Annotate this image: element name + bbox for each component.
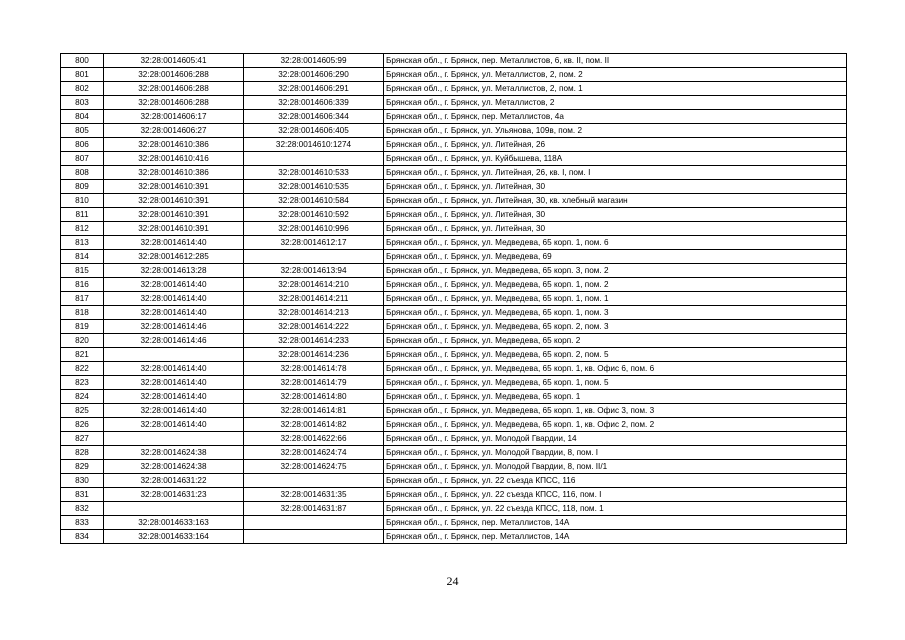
row-number-cell: 833 (61, 516, 104, 530)
land-cadastral-number-cell: 32:28:0014624:38 (104, 446, 244, 460)
table-row (61, 292, 847, 306)
row-number-cell: 821 (61, 348, 104, 362)
address-cell: Брянская обл., г. Брянск, ул. Медведева, 65 корп. 3, пом. 2 (384, 264, 847, 278)
table-row (61, 502, 847, 516)
row-number-cell: 814 (61, 250, 104, 264)
address-cell: Брянская обл., г. Брянск, ул. Металлистов, 2, пом. 1 (384, 82, 847, 96)
row-number-cell: 825 (61, 404, 104, 418)
object-cadastral-number-cell (244, 250, 384, 264)
object-cadastral-number-cell: 32:28:0014606:339 (244, 96, 384, 110)
land-cadastral-number-cell: 32:28:0014614:40 (104, 306, 244, 320)
table-row (61, 180, 847, 194)
row-number-cell: 820 (61, 334, 104, 348)
table-row (61, 166, 847, 180)
land-cadastral-number-cell: 32:28:0014606:17 (104, 110, 244, 124)
table-row (61, 124, 847, 138)
table-row (61, 278, 847, 292)
object-cadastral-number-cell: 32:28:0014614:236 (244, 348, 384, 362)
row-number-cell: 811 (61, 208, 104, 222)
object-cadastral-number-cell: 32:28:0014605:99 (244, 54, 384, 68)
address-cell: Брянская обл., г. Брянск, ул. Молодой Гвардии, 14 (384, 432, 847, 446)
land-cadastral-number-cell: 32:28:0014610:416 (104, 152, 244, 166)
row-number-cell: 801 (61, 68, 104, 82)
address-cell: Брянская обл., г. Брянск, ул. Медведева, 65 корп. 1, пом. 1 (384, 292, 847, 306)
address-cell: Брянская обл., г. Брянск, ул. Медведева, 65 корп. 1, кв. Офис 3, пом. 3 (384, 404, 847, 418)
land-cadastral-number-cell: 32:28:0014610:391 (104, 222, 244, 236)
row-number-cell: 815 (61, 264, 104, 278)
address-cell: Брянская обл., г. Брянск, ул. Медведева, 69 (384, 250, 847, 264)
table-body (61, 54, 847, 544)
object-cadastral-number-cell: 32:28:0014614:213 (244, 306, 384, 320)
row-number-cell: 808 (61, 166, 104, 180)
land-cadastral-number-cell: 32:28:0014614:40 (104, 292, 244, 306)
land-cadastral-number-cell: 32:28:0014605:41 (104, 54, 244, 68)
row-number-cell: 830 (61, 474, 104, 488)
address-cell: Брянская обл., г. Брянск, ул. 22 съезда КПСС, 118, пом. 1 (384, 502, 847, 516)
land-cadastral-number-cell: 32:28:0014614:40 (104, 418, 244, 432)
table-row (61, 320, 847, 334)
object-cadastral-number-cell: 32:28:0014610:1274 (244, 138, 384, 152)
table-row (61, 530, 847, 544)
land-cadastral-number-cell: 32:28:0014631:22 (104, 474, 244, 488)
object-cadastral-number-cell (244, 474, 384, 488)
address-cell: Брянская обл., г. Брянск, ул. 22 съезда КПСС, 116 (384, 474, 847, 488)
address-cell: Брянская обл., г. Брянск, ул. Медведева, 65 корп. 1, кв. Офис 6, пом. 6 (384, 362, 847, 376)
row-number-cell: 826 (61, 418, 104, 432)
land-cadastral-number-cell: 32:28:0014614:40 (104, 362, 244, 376)
object-cadastral-number-cell (244, 152, 384, 166)
land-cadastral-number-cell: 32:28:0014633:164 (104, 530, 244, 544)
row-number-cell: 828 (61, 446, 104, 460)
land-cadastral-number-cell: 32:28:0014612:285 (104, 250, 244, 264)
object-cadastral-number-cell: 32:28:0014614:233 (244, 334, 384, 348)
address-cell: Брянская обл., г. Брянск, ул. Ульянова, 109в, пом. 2 (384, 124, 847, 138)
address-cell: Брянская обл., г. Брянск, ул. Медведева, 65 корп. 1, пом. 6 (384, 236, 847, 250)
address-cell: Брянская обл., г. Брянск, ул. Молодой Гвардии, 8, пом. I (384, 446, 847, 460)
land-cadastral-number-cell: 32:28:0014610:386 (104, 166, 244, 180)
row-number-cell: 805 (61, 124, 104, 138)
land-cadastral-number-cell: 32:28:0014613:28 (104, 264, 244, 278)
table-row (61, 376, 847, 390)
address-cell: Брянская обл., г. Брянск, ул. Литейная, 30 (384, 208, 847, 222)
table-row (61, 334, 847, 348)
land-cadastral-number-cell (104, 432, 244, 446)
row-number-cell: 810 (61, 194, 104, 208)
object-cadastral-number-cell: 32:28:0014606:344 (244, 110, 384, 124)
address-cell: Брянская обл., г. Брянск, ул. Медведева, 65 корп. 1, пом. 2 (384, 278, 847, 292)
address-cell: Брянская обл., г. Брянск, пер. Металлистов, 14А (384, 516, 847, 530)
address-cell: Брянская обл., г. Брянск, ул. Медведева, 65 корп. 2, пом. 5 (384, 348, 847, 362)
land-cadastral-number-cell: 32:28:0014606:27 (104, 124, 244, 138)
table-row (61, 474, 847, 488)
row-number-cell: 823 (61, 376, 104, 390)
row-number-cell: 827 (61, 432, 104, 446)
row-number-cell: 817 (61, 292, 104, 306)
table-row (61, 362, 847, 376)
object-cadastral-number-cell: 32:28:0014624:74 (244, 446, 384, 460)
row-number-cell: 831 (61, 488, 104, 502)
object-cadastral-number-cell: 32:28:0014610:535 (244, 180, 384, 194)
land-cadastral-number-cell: 32:28:0014614:40 (104, 376, 244, 390)
land-cadastral-number-cell: 32:28:0014610:391 (104, 180, 244, 194)
address-cell: Брянская обл., г. Брянск, ул. Медведева, 65 корп. 2 (384, 334, 847, 348)
table-row (61, 418, 847, 432)
table-row (61, 96, 847, 110)
land-cadastral-number-cell: 32:28:0014610:391 (104, 194, 244, 208)
land-cadastral-number-cell: 32:28:0014606:288 (104, 96, 244, 110)
land-cadastral-number-cell: 32:28:0014631:23 (104, 488, 244, 502)
table-row (61, 446, 847, 460)
land-cadastral-number-cell: 32:28:0014624:38 (104, 460, 244, 474)
table-row (61, 208, 847, 222)
row-number-cell: 809 (61, 180, 104, 194)
land-cadastral-number-cell (104, 348, 244, 362)
table-row (61, 236, 847, 250)
land-cadastral-number-cell: 32:28:0014633:163 (104, 516, 244, 530)
land-cadastral-number-cell: 32:28:0014614:40 (104, 390, 244, 404)
object-cadastral-number-cell: 32:28:0014612:17 (244, 236, 384, 250)
table-row (61, 306, 847, 320)
object-cadastral-number-cell: 32:28:0014614:222 (244, 320, 384, 334)
address-cell: Брянская обл., г. Брянск, ул. Литейная, 30, кв. хлебный магазин (384, 194, 847, 208)
object-cadastral-number-cell: 32:28:0014610:533 (244, 166, 384, 180)
row-number-cell: 816 (61, 278, 104, 292)
table-row (61, 432, 847, 446)
address-cell: Брянская обл., г. Брянск, пер. Металлистов, 14А (384, 530, 847, 544)
object-cadastral-number-cell: 32:28:0014613:94 (244, 264, 384, 278)
table-row (61, 264, 847, 278)
object-cadastral-number-cell: 32:28:0014631:35 (244, 488, 384, 502)
address-cell: Брянская обл., г. Брянск, ул. 22 съезда КПСС, 116, пом. I (384, 488, 847, 502)
row-number-cell: 824 (61, 390, 104, 404)
address-cell: Брянская обл., г. Брянск, пер. Металлистов, 6, кв. II, пом. II (384, 54, 847, 68)
object-cadastral-number-cell: 32:28:0014624:75 (244, 460, 384, 474)
address-cell: Брянская обл., г. Брянск, ул. Литейная, 30 (384, 180, 847, 194)
land-cadastral-number-cell: 32:28:0014614:46 (104, 334, 244, 348)
table-row (61, 488, 847, 502)
address-cell: Брянская обл., г. Брянск, ул. Медведева, 65 корп. 1, кв. Офис 2, пом. 2 (384, 418, 847, 432)
address-cell: Брянская обл., г. Брянск, ул. Молодой Гвардии, 8, пом. II/1 (384, 460, 847, 474)
table-row (61, 54, 847, 68)
land-cadastral-number-cell: 32:28:0014610:386 (104, 138, 244, 152)
object-cadastral-number-cell: 32:28:0014610:996 (244, 222, 384, 236)
land-cadastral-number-cell: 32:28:0014606:288 (104, 68, 244, 82)
table-row (61, 390, 847, 404)
land-cadastral-number-cell (104, 502, 244, 516)
row-number-cell: 806 (61, 138, 104, 152)
table-row (61, 460, 847, 474)
row-number-cell: 803 (61, 96, 104, 110)
object-cadastral-number-cell: 32:28:0014614:81 (244, 404, 384, 418)
page-number: 24 (446, 574, 459, 588)
address-cell: Брянская обл., г. Брянск, ул. Металлистов, 2, пом. 2 (384, 68, 847, 82)
address-cell: Брянская обл., г. Брянск, ул. Литейная, 30 (384, 222, 847, 236)
row-number-cell: 804 (61, 110, 104, 124)
table-row (61, 68, 847, 82)
land-cadastral-number-cell: 32:28:0014614:40 (104, 236, 244, 250)
row-number-cell: 807 (61, 152, 104, 166)
object-cadastral-number-cell: 32:28:0014614:211 (244, 292, 384, 306)
object-cadastral-number-cell (244, 530, 384, 544)
row-number-cell: 822 (61, 362, 104, 376)
table-row (61, 110, 847, 124)
row-number-cell: 813 (61, 236, 104, 250)
registry-table (60, 53, 847, 544)
object-cadastral-number-cell: 32:28:0014614:210 (244, 278, 384, 292)
table-row (61, 348, 847, 362)
table-row (61, 250, 847, 264)
table-row (61, 516, 847, 530)
object-cadastral-number-cell: 32:28:0014614:79 (244, 376, 384, 390)
row-number-cell: 834 (61, 530, 104, 544)
row-number-cell: 818 (61, 306, 104, 320)
row-number-cell: 802 (61, 82, 104, 96)
object-cadastral-number-cell: 32:28:0014631:87 (244, 502, 384, 516)
address-cell: Брянская обл., г. Брянск, ул. Медведева, 65 корп. 1, пом. 3 (384, 306, 847, 320)
object-cadastral-number-cell: 32:28:0014610:592 (244, 208, 384, 222)
object-cadastral-number-cell: 32:28:0014614:80 (244, 390, 384, 404)
object-cadastral-number-cell: 32:28:0014622:66 (244, 432, 384, 446)
land-cadastral-number-cell: 32:28:0014614:40 (104, 278, 244, 292)
address-cell: Брянская обл., г. Брянск, ул. Медведева, 65 корп. 1, пом. 5 (384, 376, 847, 390)
address-cell: Брянская обл., г. Брянск, ул. Литейная, 26 (384, 138, 847, 152)
object-cadastral-number-cell: 32:28:0014614:78 (244, 362, 384, 376)
address-cell: Брянская обл., г. Брянск, ул. Медведева, 65 корп. 2, пом. 3 (384, 320, 847, 334)
object-cadastral-number-cell: 32:28:0014606:291 (244, 82, 384, 96)
land-cadastral-number-cell: 32:28:0014614:46 (104, 320, 244, 334)
row-number-cell: 832 (61, 502, 104, 516)
row-number-cell: 819 (61, 320, 104, 334)
table-row (61, 82, 847, 96)
table-row (61, 138, 847, 152)
table-row (61, 404, 847, 418)
address-cell: Брянская обл., г. Брянск, ул. Металлистов, 2 (384, 96, 847, 110)
object-cadastral-number-cell: 32:28:0014614:82 (244, 418, 384, 432)
address-cell: Брянская обл., г. Брянск, пер. Металлистов, 4а (384, 110, 847, 124)
row-number-cell: 829 (61, 460, 104, 474)
land-cadastral-number-cell: 32:28:0014610:391 (104, 208, 244, 222)
object-cadastral-number-cell: 32:28:0014606:290 (244, 68, 384, 82)
row-number-cell: 800 (61, 54, 104, 68)
row-number-cell: 812 (61, 222, 104, 236)
land-cadastral-number-cell: 32:28:0014606:288 (104, 82, 244, 96)
object-cadastral-number-cell (244, 516, 384, 530)
table-row (61, 222, 847, 236)
object-cadastral-number-cell: 32:28:0014606:405 (244, 124, 384, 138)
address-cell: Брянская обл., г. Брянск, ул. Куйбышева, 118А (384, 152, 847, 166)
table-row (61, 194, 847, 208)
land-cadastral-number-cell: 32:28:0014614:40 (104, 404, 244, 418)
address-cell: Брянская обл., г. Брянск, ул. Литейная, 26, кв. I, пом. I (384, 166, 847, 180)
table-row (61, 152, 847, 166)
address-cell: Брянская обл., г. Брянск, ул. Медведева, 65 корп. 1 (384, 390, 847, 404)
object-cadastral-number-cell: 32:28:0014610:584 (244, 194, 384, 208)
